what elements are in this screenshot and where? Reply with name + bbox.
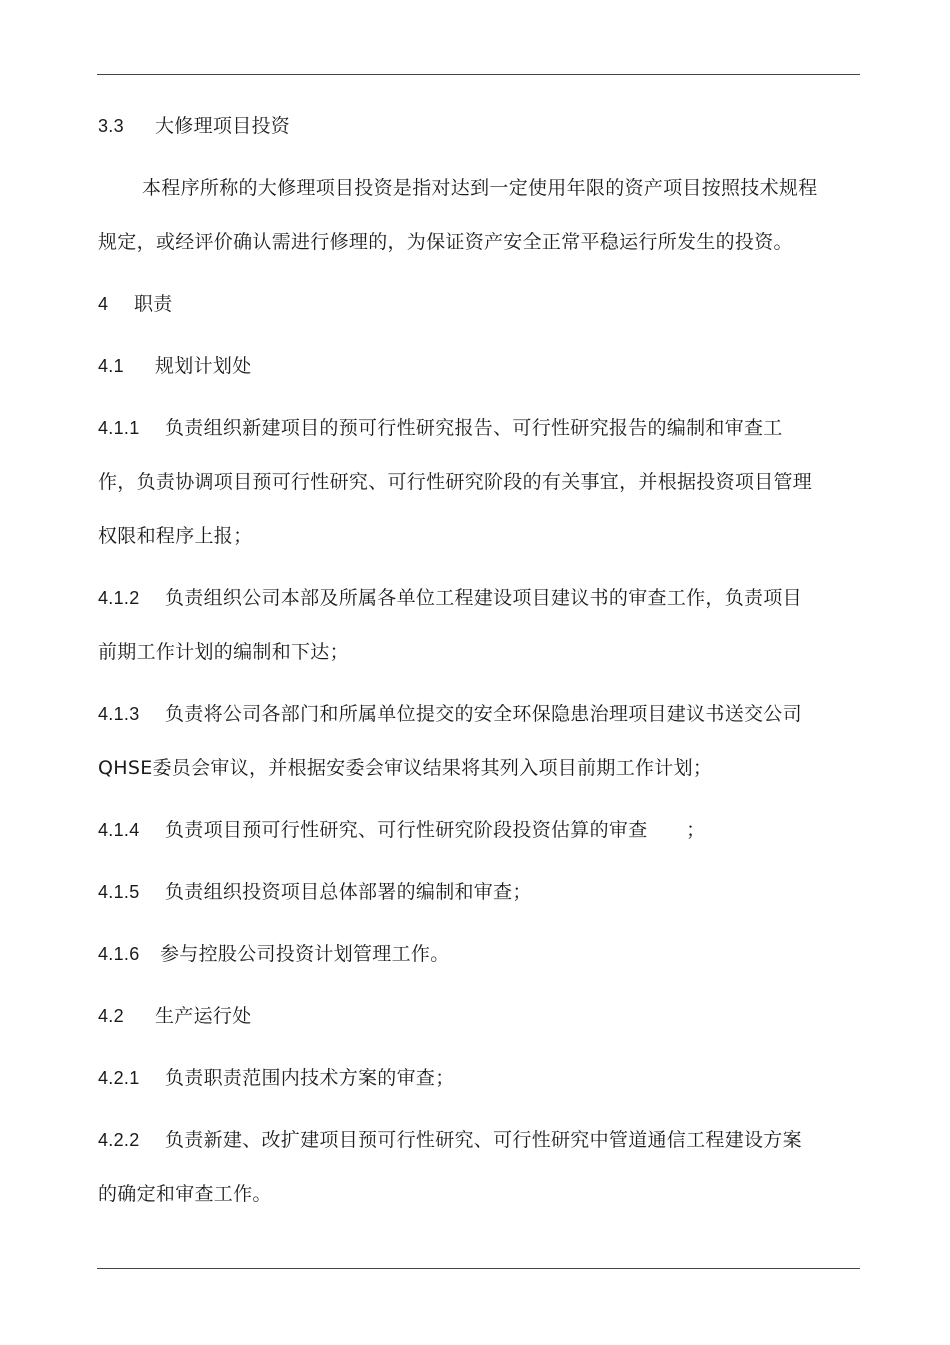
section-title: 职责 xyxy=(134,293,173,315)
section-heading-3-3 xyxy=(98,99,818,153)
clause-number: 4.1.2 xyxy=(98,588,140,608)
section-title: 规划计划处 xyxy=(155,355,252,377)
clause-4-1-4 xyxy=(98,803,818,857)
document-body xyxy=(98,99,818,1229)
clause-number: 4.2.1 xyxy=(98,1068,140,1088)
section-number: 4.2 xyxy=(98,1006,124,1026)
clause-text: 负责组织新建项目的预可行性研究报告、可行性研究报告的编制和审查工作，负责协调项目预可行性研究、可行性研究阶段的有关事宜，并根据投资项目管理权限和程序上报； xyxy=(98,417,813,547)
section-title: 大修理项目投资 xyxy=(155,115,291,137)
section-heading-4-2 xyxy=(98,989,818,1043)
clause-4-1-5 xyxy=(98,865,818,919)
clause-text: 负责项目预可行性研究、可行性研究阶段投资估算的审查 ； xyxy=(165,819,706,841)
clause-text: 负责职责范围内技术方案的审查； xyxy=(165,1067,455,1089)
clause-text: 负责组织公司本部及所属各单位工程建设项目建议书的审查工作，负责项目前期工作计划的编制和下达； xyxy=(98,587,802,663)
section-title: 生产运行处 xyxy=(155,1005,252,1027)
clause-4-1-3 xyxy=(98,687,818,795)
clause-text: 负责将公司各部门和所属单位提交的安全环保隐患治理项目建议书送交公司 QHSE委员会审议，并根据安委会审议结果将其列入项目前期工作计划； xyxy=(98,703,802,779)
clause-4-1-1 xyxy=(98,401,818,563)
clause-number: 4.1.4 xyxy=(98,820,140,840)
clause-text: 负责组织投资项目总体部署的编制和审查； xyxy=(165,881,532,903)
clause-4-2-1 xyxy=(98,1051,818,1105)
clause-text: 负责新建、改扩建项目预可行性研究、可行性研究中管道通信工程建设方案的确定和审查工作。 xyxy=(98,1129,802,1205)
body-paragraph: 本程序所称的大修理项目投资是指对达到一定使用年限的资产项目按照技术规程规定，或经评价确认需进行修理的，为保证资产安全正常平稳运行所发生的投资。 xyxy=(98,177,818,253)
clause-4-1-6 xyxy=(98,927,818,981)
clause-number: 4.1.3 xyxy=(98,704,140,724)
section-number: 4 xyxy=(98,294,109,314)
clause-number: 4.1.5 xyxy=(98,882,140,902)
clause-number: 4.1.6 xyxy=(98,944,140,964)
header-rule xyxy=(97,74,860,75)
clause-4-2-2 xyxy=(98,1113,818,1221)
clause-text: 参与控股公司投资计划管理工作。 xyxy=(160,943,450,965)
clause-4-1-2 xyxy=(98,571,818,679)
section-heading-4-1 xyxy=(98,339,818,393)
footer-rule xyxy=(97,1268,860,1269)
section-number: 4.1 xyxy=(98,356,124,376)
clause-number: 4.1.1 xyxy=(98,418,140,438)
clause-number: 4.2.2 xyxy=(98,1130,140,1150)
section-heading-4 xyxy=(98,277,818,331)
section-number: 3.3 xyxy=(98,116,124,136)
